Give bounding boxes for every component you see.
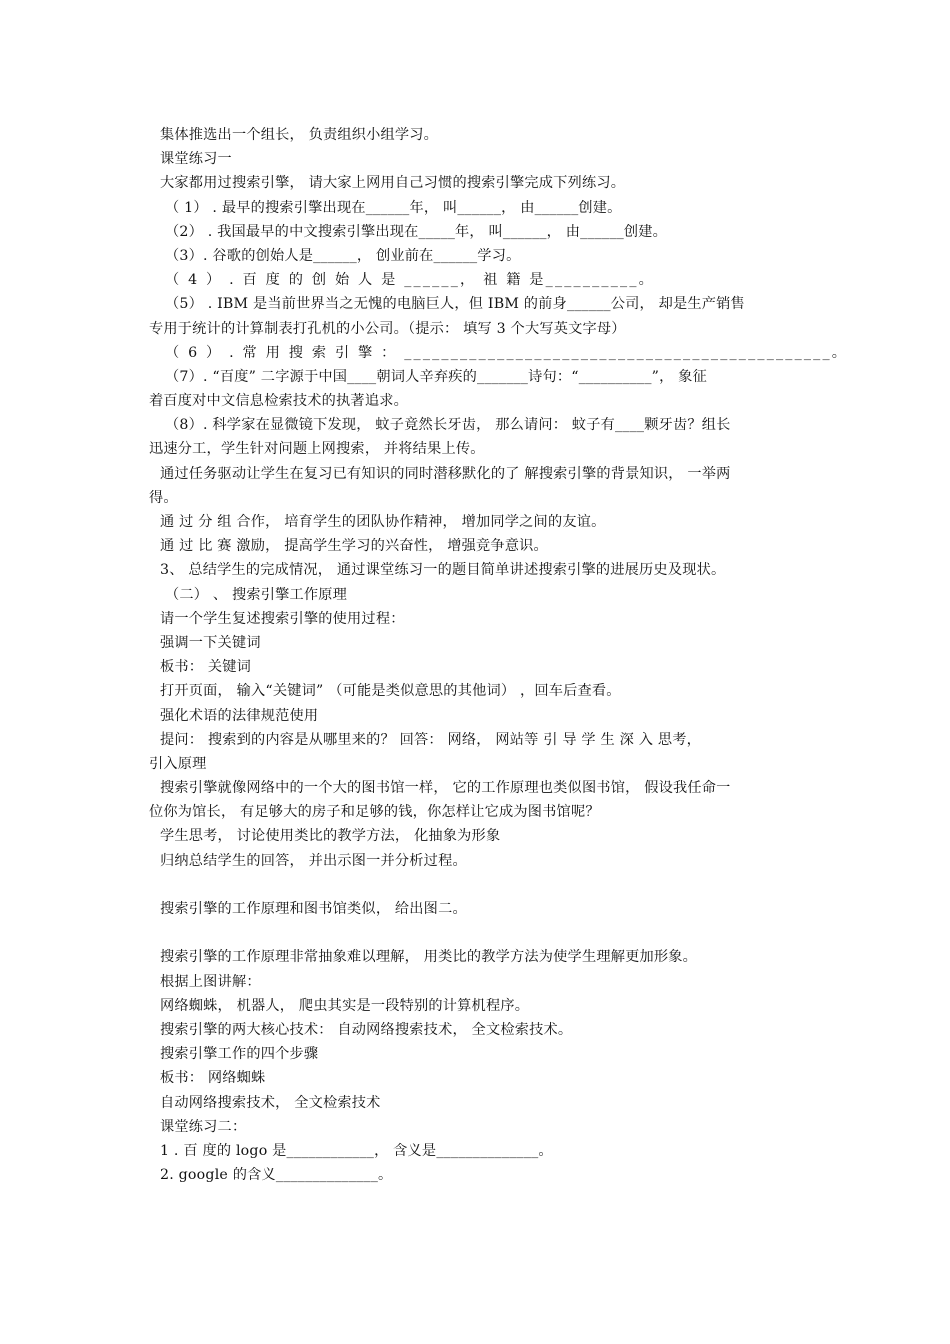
line-text: 搜索引擎就像网络中的一个大的图书馆一样， 它的工作原理也类似图书馆， 假设我任命一	[160, 780, 731, 797]
text-line	[0, 655, 950, 679]
text-line	[0, 679, 950, 703]
line-text: 网络蜘蛛， 机器人， 爬虫其实是一段特别的计算机程序。	[160, 997, 530, 1014]
line-text: 迅速分工，学生针对问题上网搜索， 并将结果上传。	[149, 441, 485, 458]
exercise-item	[0, 1139, 950, 1163]
text-line	[0, 1042, 950, 1066]
text-line	[0, 510, 950, 534]
line-text: 搜索引擎工作的四个步骤	[160, 1046, 319, 1063]
line-text: 搜索引擎的工作原理和图书馆类似， 给出图二。	[160, 901, 467, 917]
line-text: 专用于统计的计算制表打孔机的小公司。（提示： 填写 3 个大写英文字母）	[149, 320, 626, 337]
line-text: 强调一下关键词	[160, 634, 261, 651]
text-line	[0, 486, 950, 510]
text-line	[0, 776, 950, 800]
exercise-item	[0, 341, 950, 365]
text-line	[0, 994, 950, 1018]
text-line	[0, 389, 950, 413]
section-heading	[0, 1115, 950, 1139]
line-text: 根据上图讲解：	[160, 973, 261, 990]
document-body	[0, 123, 950, 1187]
text-line	[0, 970, 950, 994]
line-text: 板书： 关键词	[160, 659, 252, 676]
text-line	[0, 752, 950, 776]
line-text: （3）. 谷歌的创始人是______， 创业前在______学习。	[165, 247, 521, 264]
text-line	[0, 607, 950, 631]
line-text: 课堂练习一	[160, 151, 232, 168]
text-line	[0, 462, 950, 486]
text-line	[0, 1091, 950, 1115]
line-text: 引入原理	[149, 755, 207, 772]
text-line	[0, 728, 950, 752]
text-line	[0, 171, 950, 195]
line-text: （2） . 我国最早的中文搜索引擎出现在_____年， 叫______， 由______创建。	[165, 223, 668, 240]
line-text: （二） 、 搜索引擎工作原理	[165, 586, 348, 603]
text-line	[0, 824, 950, 848]
line-text: （7）. “百度” 二字源于中国____朝词人辛弃疾的_______诗句：“__________”， 象征	[165, 368, 707, 385]
line-text: （ 6 ） . 常 用 搜 索 引 擎 ： ______________________________________________。	[165, 344, 849, 361]
line-text: 1 . 百 度的 logo 是____________， 含义是______________。	[160, 1142, 553, 1159]
text-line	[0, 558, 950, 582]
line-text: 着百度对中文信息检索技术的执著追求。	[149, 393, 408, 410]
exercise-item	[0, 196, 950, 220]
section-heading	[0, 147, 950, 171]
line-text: （ 1） . 最早的搜索引擎出现在______年， 叫______， 由______创建。	[165, 199, 622, 216]
line-text: 位你为馆长， 有足够大的房子和足够的钱，你怎样让它成为图书馆呢？	[149, 804, 600, 821]
text-line	[0, 873, 950, 921]
line-text: 搜索引擎的工作原理非常抽象难以理解， 用类比的教学方法为使学生理解更加形象。	[160, 949, 698, 966]
line-text: （5） . IBM 是当前世界当之无愧的电脑巨人，但 IBM 的前身______公司， 却是生产销售	[165, 296, 745, 313]
text-line	[0, 437, 950, 461]
exercise-item	[0, 220, 950, 244]
line-text: 通过任务驱动让学生在复习已有知识的同时潜移默化的了 解搜索引擎的背景知识， 一举两	[160, 465, 731, 482]
section-heading	[0, 583, 950, 607]
exercise-item	[0, 244, 950, 268]
exercise-item	[0, 365, 950, 389]
line-text: 搜索引擎的两大核心技术： 自动网络搜索技术， 全文检索技术。	[160, 1021, 573, 1038]
text-line	[0, 317, 950, 341]
exercise-item	[0, 268, 950, 292]
line-text: 自动网络搜索技术， 全文检索技术	[160, 1094, 381, 1111]
line-text: 3、 总结学生的完成情况， 通过课堂练习一的题目简单讲述搜索引擎的进展历史及现状。	[160, 562, 726, 579]
exercise-item	[0, 292, 950, 316]
line-text: 提问： 搜索到的内容是从哪里来的？ 回答： 网络， 网站等 引 导 学 生 深 入 思考，	[160, 731, 701, 748]
line-text: 得。	[149, 489, 178, 506]
line-text: 课堂练习二：	[160, 1118, 247, 1135]
text-line	[0, 849, 950, 873]
text-line	[0, 800, 950, 824]
text-line	[0, 123, 950, 147]
line-text: 请一个学生复述搜索引擎的使用过程：	[160, 610, 405, 627]
line-text: 集体推选出一个组长， 负责组织小组学习。	[160, 127, 439, 143]
text-line	[0, 534, 950, 558]
exercise-item	[0, 413, 950, 437]
line-text: 归纳总结学生的回答， 并出示图一并分析过程。	[160, 852, 467, 869]
line-text: 强化术语的法律规范使用	[160, 707, 319, 724]
line-text: 2. google 的含义______________。	[160, 1167, 393, 1184]
text-line	[0, 631, 950, 655]
line-text: （ 4 ） . 百 度 的 创 始 人 是 ______， 祖 籍 是__________。	[165, 272, 655, 289]
text-line	[0, 1018, 950, 1042]
line-text: （8）. 科学家在显微镜下发现， 蚊子竟然长牙齿， 那么请问： 蚊子有____颗牙齿？组长	[165, 417, 731, 434]
line-text: 大家都用过搜索引擎， 请大家上网用自己习惯的搜索引擎完成下列练习。	[160, 175, 626, 192]
exercise-item	[0, 1163, 950, 1187]
text-line	[0, 1066, 950, 1090]
line-text: 板书： 网络蜘蛛	[160, 1070, 266, 1087]
text-line	[0, 921, 950, 969]
text-line	[0, 704, 950, 728]
line-text: 通 过 比 赛 激励， 提高学生学习的兴奋性， 增强竞争意识。	[160, 538, 548, 555]
line-text: 打开页面， 输入“关键词” （可能是类似意思的其他词） ，回车后查看。	[160, 683, 621, 700]
line-text: 通 过 分 组 合作， 培育学生的团队协作精神， 增加同学之间的友谊。	[160, 514, 606, 530]
line-text: 学生思考， 讨论使用类比的教学方法， 化抽象为形象	[160, 828, 501, 845]
